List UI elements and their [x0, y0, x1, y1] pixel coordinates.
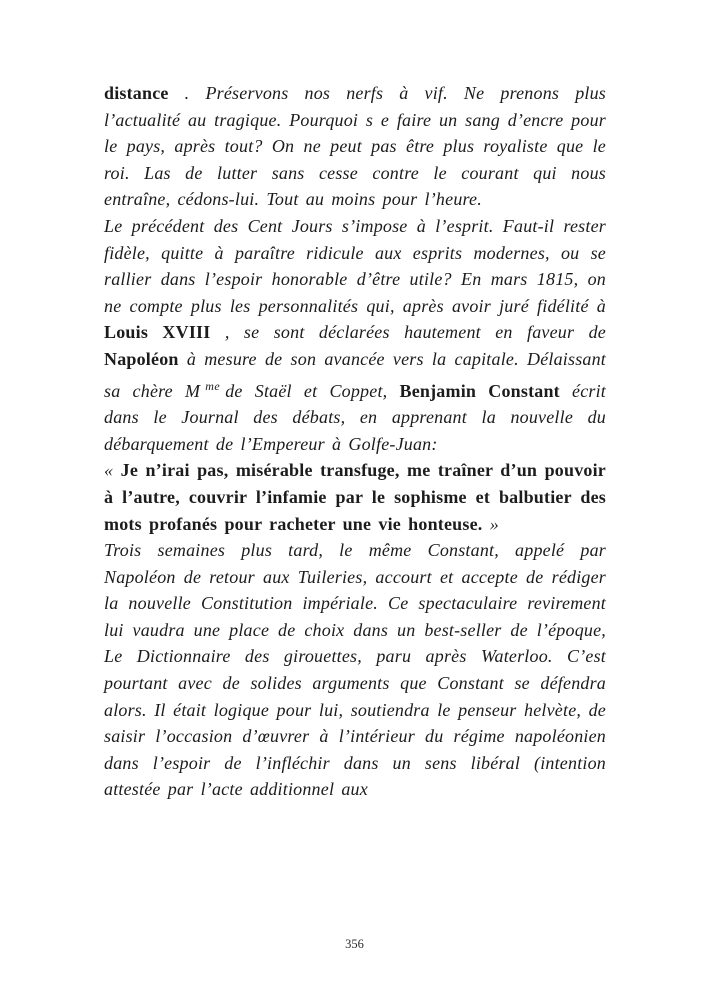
- text-run-close-guillemet: »: [482, 513, 499, 534]
- paragraph-4: [104, 537, 606, 803]
- page-number: 356: [345, 937, 364, 951]
- text-run-bold: Louis XVIII: [104, 322, 211, 343]
- page-text: [104, 80, 606, 803]
- text-run-open-guillemet: «: [104, 460, 121, 481]
- text-run-bold: distance: [104, 83, 169, 103]
- text-run: Trois semaines plus tard, le même Constant, appelé par Napoléon de retour aux Tuileries, accourt et accepte de rédiger la nouvelle Constitution impériale. Ce spectaculaire revirement lui vaudra une place de choix dans un best-seller de l’époque, Le Dictionnaire des girouettes, paru après Waterloo. C’est pourtant avec de solides arguments que Constant se défendra alors. Il était logique pour lui, soutiendra le penseur helvète, de saisir l’occasion d’œuvrer à l’intérieur du régime napoléonien dans l’espoir de l’infléchir dans un sens libéral (intention attestée par l’acte additionnel aux: [104, 540, 606, 800]
- text-run: écrit dans le Journal des débats, en apprenant la nouvelle du débarquement de l’Empereur à Golfe-Juan:: [104, 380, 607, 454]
- text-run: , se sont déclarées hautement en faveur de: [210, 322, 606, 343]
- text-run: . Préservons nos nerfs à vif. Ne prenons plus l’actualité au tragique. Pourquoi s e faire un sang d’encre pour le pays, après tout? On ne peut pas être plus royaliste que le roi. Las de lutter sans cesse contre le courant qui nous entraîne, cédons-lui. Tout au moins pour l’heure.: [104, 83, 606, 210]
- text-run-bold-quote: Je n’irai pas, misérable transfuge, me traîner d’un pouvoir à l’autre, couvrir l’infamie par le sophisme et balbutier des mots profanés pour racheter une vie honteuse.: [104, 460, 606, 534]
- text-run: de Staël et Coppet,: [225, 380, 400, 401]
- text-run-bold: Napoléon: [104, 348, 179, 369]
- text-run-superscript: me: [205, 378, 221, 393]
- paragraph-1: [104, 80, 606, 213]
- paragraph-3-quote: [104, 457, 606, 537]
- text-run-bold: Benjamin Constant: [399, 380, 560, 401]
- text-run: à mesure de son avancée vers la capitale. Délaissant sa chère M: [104, 348, 606, 401]
- paragraph-2: [104, 213, 606, 457]
- text-run: Le précédent des Cent Jours s’impose à l’esprit. Faut-il rester fidèle, quitte à paraître ridicule aux esprits modernes, ou se rallier dans l’espoir honorable d’être utile? En mars 1815, on ne compte plus les personnalités qui, après avoir juré fidélité à: [104, 215, 606, 316]
